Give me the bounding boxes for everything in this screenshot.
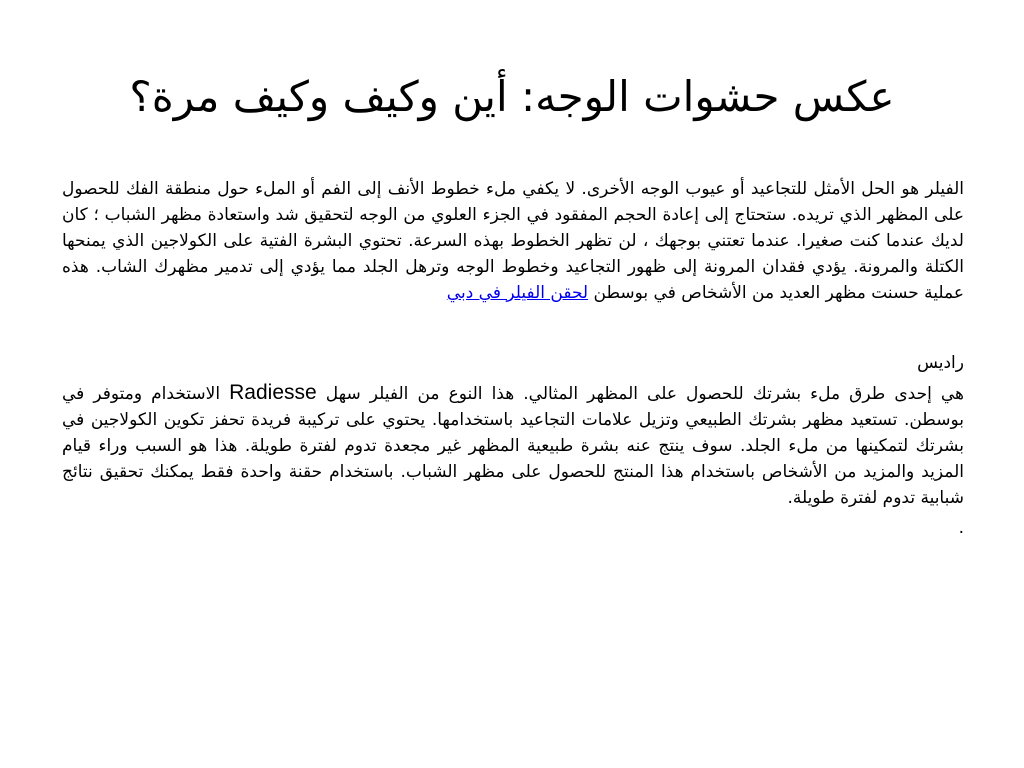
section-text-after: الاستخدام ومتوفر في بوسطن. تستعيد مظهر بشرتك الطبيعي وتزيل علامات التجاعيد باستخدامها. يحتوي على تركيبة فريدة تحفز تكوين الكولاجين في بشرتك لتمكينها من ملء الجلد. سوف ينتج عنه بشرة طبيعية المظهر غير مجعدة تدوم لفترة طويلة. هذا هو السبب وراء قيام المزيد والمزيد من الأشخاص باستخدام هذا المنتج للحصول على مظهر الشباب. باستخدام حقنة واحدة فقط يمكنك تحقيق نتائج شبابية تدوم لفترة طويلة.: [62, 384, 964, 508]
section-heading: راديس: [917, 353, 964, 373]
intro-paragraph-text: الفيلر هو الحل الأمثل للتجاعيد أو عيوب الوجه الأخرى. لا يكفي ملء خطوط الأنف إلى الفم أو الملء حول منطقة الفك للحصول على المظهر الذي تريده. ستحتاج إلى إعادة الحجم المفقود في الجزء العلوي من الوجه لتحقيق شد واستعادة مظهر الشباب ؛ كان لديك عندما كنت صغيرا. عندما تعتني بوجهك ، لن تظهر الخطوط بهذه السرعة. تحتوي البشرة الفتية على الكولاجين الذي يمنحها الكتلة والمرونة. يؤدي فقدان المرونة إلى ظهور التجاعيد وخطوط الوجه وترهل الجلد مما يؤدي إلى تدمير مظهرك الشاب. هذه عملية حسنت مظهر العديد من الأشخاص في بوسطن: [62, 179, 964, 303]
trailing-dot: .: [958, 518, 964, 538]
slide-title: عكس حشوات الوجه: أين وكيف وكيف مرة؟: [129, 72, 895, 121]
section-paragraph: [62, 380, 964, 511]
filler-dubai-link[interactable]: لحقن الفيلر في دبي: [446, 283, 589, 303]
slide-body: [62, 176, 964, 636]
intro-paragraph: [62, 176, 964, 306]
product-name: Radiesse: [229, 381, 317, 404]
section-text-before: هي إحدى طرق ملء بشرتك للحصول على المظهر المثالي. هذا النوع من الفيلر سهل: [316, 384, 964, 404]
